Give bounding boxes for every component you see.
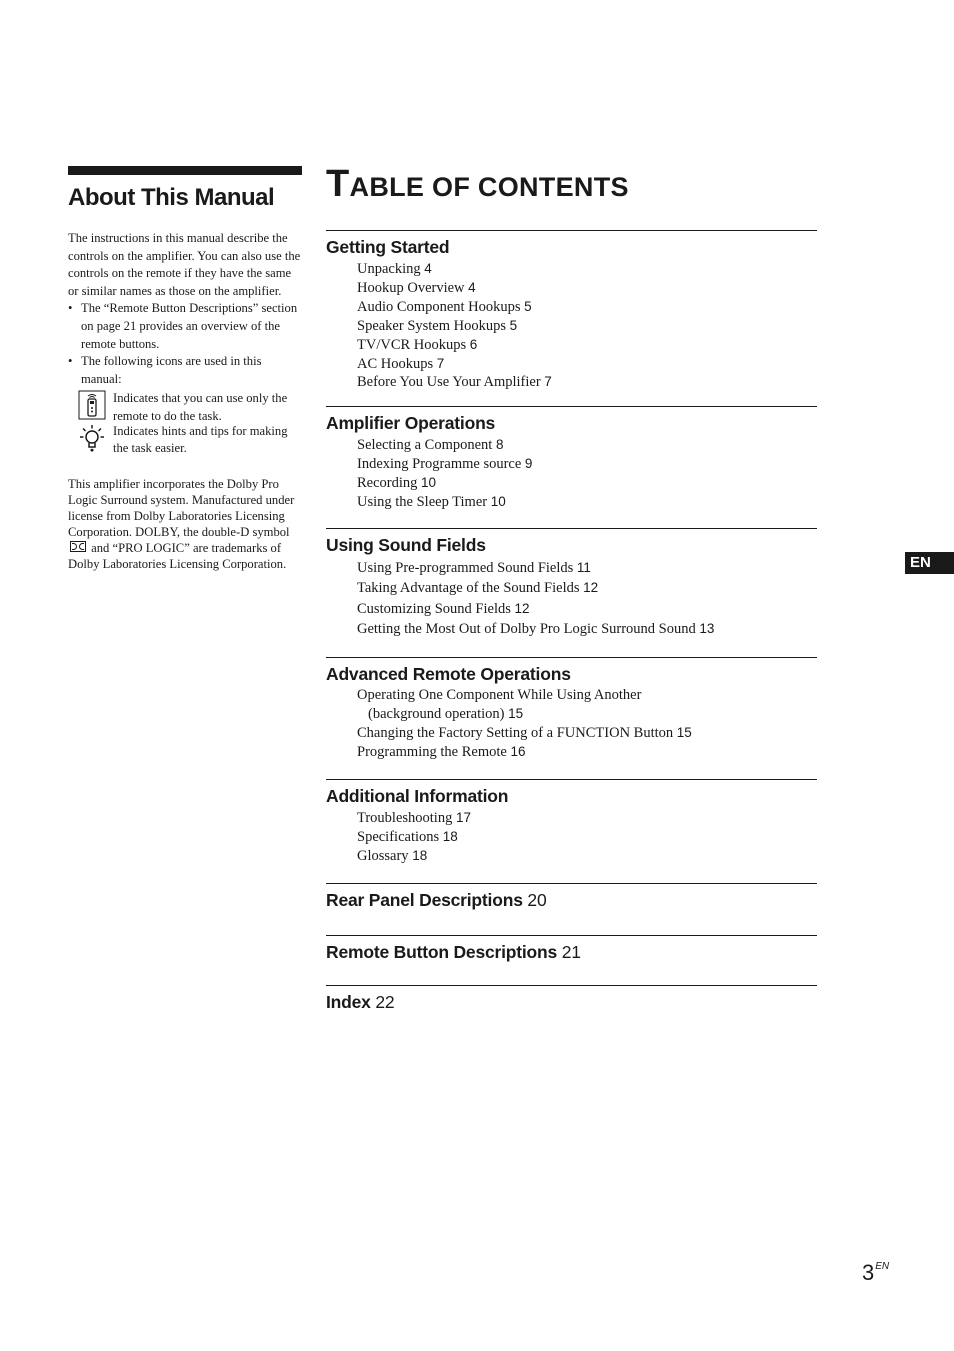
toc-section-page: 20 xyxy=(527,890,547,910)
toc-item[interactable] xyxy=(357,743,817,762)
toc-section-title: Additional Information xyxy=(326,786,509,806)
bullet-text: The “Remote Button Descriptions” section on page 21 provides an overview of the remote buttons. xyxy=(81,301,298,351)
toc-item-page: 4 xyxy=(468,279,476,295)
toc-item-label: Changing the Factory Setting of a FUNCTION Button xyxy=(357,724,674,741)
toc-item[interactable] xyxy=(357,687,817,705)
toc-section-advanced-remote-operations xyxy=(326,657,817,762)
toc-item-page: 10 xyxy=(421,474,437,490)
icon-legend-remote xyxy=(78,390,302,425)
page-number xyxy=(862,1260,889,1286)
toc-item[interactable] xyxy=(357,558,817,578)
toc-section-title xyxy=(326,941,817,963)
toc-item-label: Getting the Most Out of Dolby Pro Logic Surround Sound xyxy=(357,620,696,637)
about-intro: The instructions in this manual describe the controls on the amplifier. You can also use the controls on the remote if they have the same or similar names as those on the amplifier. xyxy=(68,231,301,298)
bullet-dot: • xyxy=(68,354,73,369)
toc-section-page: 22 xyxy=(375,992,395,1012)
toc-section-remote-button-descriptions[interactable] xyxy=(326,935,817,963)
icon-legend-text: Indicates that you can use only the remote to do the task. xyxy=(113,391,288,423)
toc-item[interactable] xyxy=(357,578,817,598)
toc-section-label: Index xyxy=(326,992,371,1012)
toc-section-title xyxy=(326,889,817,911)
toc-item[interactable] xyxy=(357,724,817,743)
toc-item[interactable] xyxy=(357,336,817,355)
toc-section-title: Getting Started xyxy=(326,237,450,257)
page-number-suffix: EN xyxy=(875,1261,890,1272)
toc-item[interactable] xyxy=(357,279,817,298)
toc-item-page: 18 xyxy=(412,847,428,863)
toc-item[interactable] xyxy=(357,599,817,619)
toc-item-label: Taking Advantage of the Sound Fields xyxy=(357,580,580,597)
toc-item-label: TV/VCR Hookups xyxy=(357,336,467,353)
toc-item-list xyxy=(357,687,817,762)
toc-item[interactable] xyxy=(357,493,817,512)
toc-item-list xyxy=(357,809,817,866)
toc-item-label: Troubleshooting xyxy=(357,810,453,826)
toc-item-label: Using the Sleep Timer xyxy=(357,493,488,510)
toc-item-label: Unpacking xyxy=(357,261,421,277)
toc-section-amplifier-operations xyxy=(326,406,817,512)
bullet-dot: • xyxy=(68,301,73,316)
toc-item-page: 16 xyxy=(510,743,526,759)
toc-item-list xyxy=(357,436,817,512)
toc-item-label: Glossary xyxy=(357,847,409,864)
toc-section-using-sound-fields xyxy=(326,528,817,639)
toc-item-page: 4 xyxy=(424,261,432,276)
page-number-value: 3 xyxy=(862,1260,875,1285)
heading-rule xyxy=(68,166,302,175)
toc-item-page: 5 xyxy=(524,298,532,314)
toc-item[interactable] xyxy=(357,436,817,455)
about-title: About This Manual xyxy=(68,184,275,211)
toc-item-page: 11 xyxy=(576,560,591,575)
toc-title-rest: ABLE OF CONTENTS xyxy=(349,172,629,202)
toc-item-label: AC Hookups xyxy=(357,355,434,372)
toc-item-page: 9 xyxy=(524,455,533,471)
toc-item[interactable] xyxy=(357,619,817,639)
toc-item-page: 12 xyxy=(583,580,599,596)
toc-section-label: Remote Button Descriptions xyxy=(326,942,558,962)
language-tab: EN xyxy=(905,552,954,574)
toc-item[interactable] xyxy=(357,809,817,828)
toc-section-rear-panel-descriptions[interactable] xyxy=(326,883,817,911)
bullet-item xyxy=(68,353,302,388)
toc-item-page: 5 xyxy=(509,317,518,333)
toc-section-title: Advanced Remote Operations xyxy=(326,664,571,684)
double-d-symbol-icon xyxy=(70,541,86,552)
bullet-item xyxy=(68,300,302,353)
toc-item[interactable] xyxy=(357,317,817,336)
toc-item-label: Specifications xyxy=(357,828,440,845)
about-this-manual-column xyxy=(68,166,302,572)
icon-legend-text: Indicates hints and tips for making the task easier. xyxy=(113,423,288,456)
toc-section-additional-information xyxy=(326,779,817,866)
toc-item-page: 13 xyxy=(699,620,715,636)
toc-item-page: 8 xyxy=(495,437,504,452)
toc-item-page: 7 xyxy=(436,355,445,371)
toc-item[interactable] xyxy=(357,298,817,317)
toc-item-label: Operating One Component While Using Another xyxy=(357,687,642,703)
toc-item-label: Selecting a Component xyxy=(357,437,493,453)
toc-section-title xyxy=(326,991,817,1013)
toc-item-page: 15 xyxy=(676,724,692,740)
toc-item-label: Recording xyxy=(357,474,418,491)
toc-item-continuation[interactable] xyxy=(357,705,817,724)
toc-item-page: 10 xyxy=(490,493,506,509)
toc-item[interactable] xyxy=(357,355,817,374)
toc-item[interactable] xyxy=(357,828,817,847)
toc-item-page: 7 xyxy=(544,374,552,390)
icon-legend-tip xyxy=(78,423,302,458)
toc-title-initial: T xyxy=(326,163,350,205)
toc-item-label: Audio Component Hookups xyxy=(357,298,521,315)
toc-item-page: 18 xyxy=(442,828,458,844)
toc-item-label: Programming the Remote xyxy=(357,743,507,760)
toc-item[interactable] xyxy=(357,455,817,474)
toc-item[interactable] xyxy=(357,373,817,392)
toc-item[interactable] xyxy=(357,260,817,279)
bullet-text: The following icons are used in this manual: xyxy=(81,354,262,386)
toc-item-page: 6 xyxy=(469,336,478,352)
toc-item-list xyxy=(357,260,817,392)
toc-title xyxy=(326,164,629,207)
toc-section-index[interactable] xyxy=(326,985,817,1013)
toc-item-list xyxy=(357,558,817,639)
remote-control-icon xyxy=(78,390,113,422)
toc-section-page: 21 xyxy=(561,942,581,962)
toc-item-label: Speaker System Hookups xyxy=(357,317,507,334)
dolby-note-part-1: This amplifier incorporates the Dolby Pro Logic Surround system. Manufactured under license from Dolby Laboratories Licensing Corporation. DOLBY, the double-D symbol xyxy=(68,476,295,539)
toc-section-getting-started xyxy=(326,230,817,392)
toc-item-label: Customizing Sound Fields xyxy=(357,600,511,617)
toc-section-label: Rear Panel Descriptions xyxy=(326,890,523,910)
toc-section-title: Amplifier Operations xyxy=(326,413,496,433)
toc-item-label: (background operation) xyxy=(368,705,505,722)
toc-section-title: Using Sound Fields xyxy=(326,535,486,555)
toc-item-label: Using Pre-programmed Sound Fields xyxy=(357,560,574,576)
toc-item-page: 12 xyxy=(514,600,530,616)
toc-item-label: Hookup Overview xyxy=(357,279,465,296)
toc-item-label: Before You Use Your Amplifier xyxy=(357,374,541,391)
dolby-note-part-2: and “PRO LOGIC” are trademarks of Dolby Laboratories Licensing Corporation. xyxy=(68,540,287,571)
toc-item-page: 15 xyxy=(508,705,524,721)
dolby-trademark-note xyxy=(68,476,302,572)
toc-item[interactable] xyxy=(357,474,817,493)
toc-item[interactable] xyxy=(357,847,817,866)
light-bulb-icon xyxy=(78,423,113,455)
toc-item-page: 17 xyxy=(455,810,471,825)
toc-item-label: Indexing Programme source xyxy=(357,455,522,472)
